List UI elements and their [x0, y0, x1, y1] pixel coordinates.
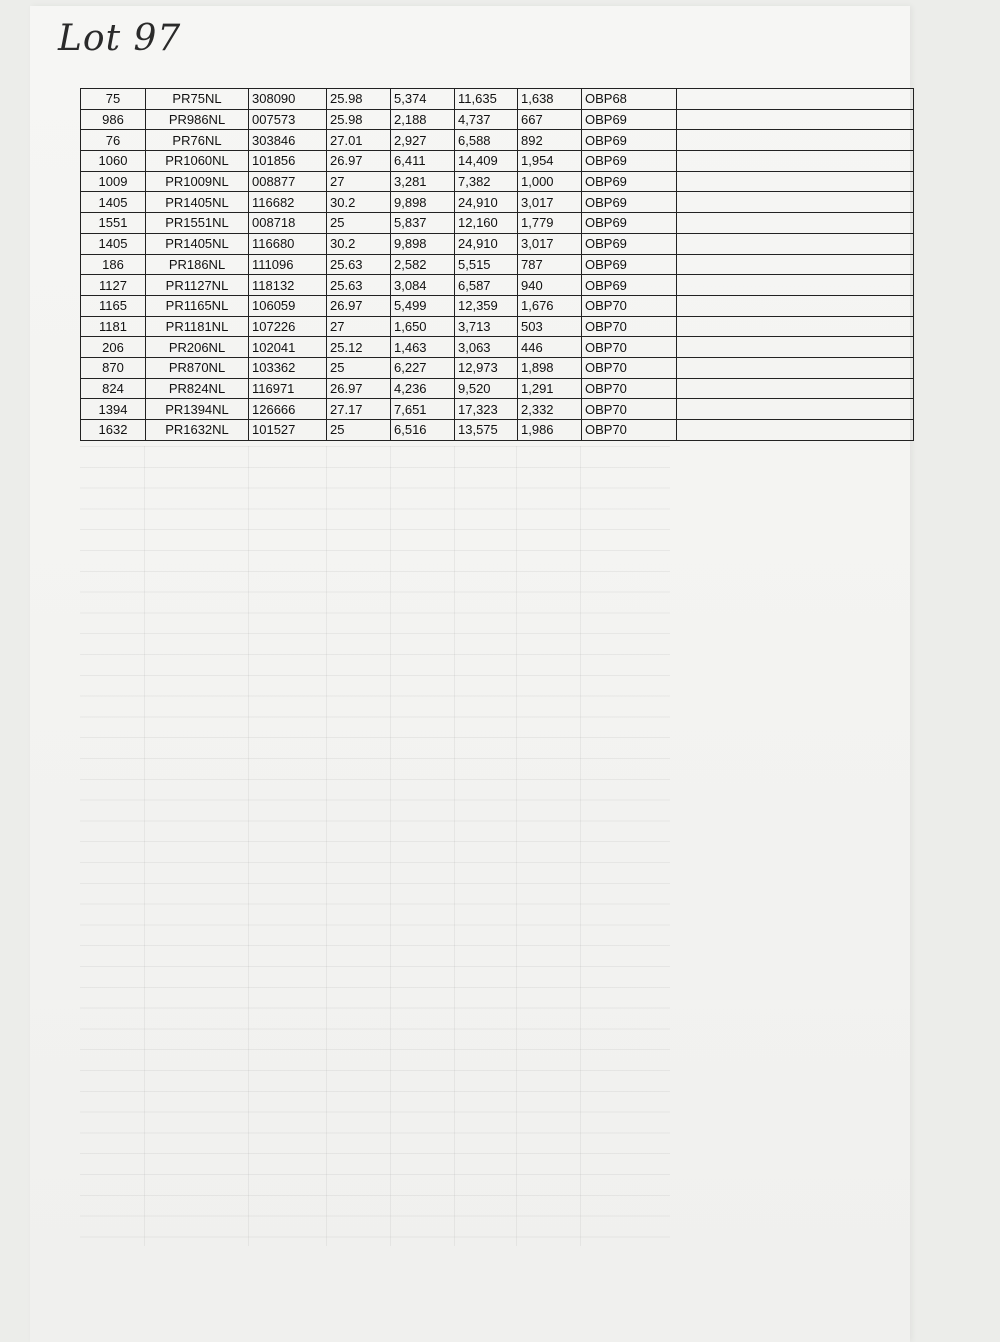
- batch-code-cell: OBP70: [582, 357, 677, 378]
- value-c-cell: 940: [518, 275, 582, 296]
- table-row: [81, 357, 914, 378]
- product-code-cell: PR76NL: [146, 130, 249, 151]
- batch-code-cell: OBP70: [582, 295, 677, 316]
- row-number-cell: 1405: [81, 192, 146, 213]
- serial-cell: 008877: [249, 171, 327, 192]
- show-through-table: [80, 446, 670, 1246]
- weight-cell: 25.63: [327, 254, 391, 275]
- batch-code-cell: OBP70: [582, 337, 677, 358]
- table-row: [81, 295, 914, 316]
- value-c-cell: 1,000: [518, 171, 582, 192]
- notes-cell: [677, 192, 914, 213]
- product-code-cell: PR186NL: [146, 254, 249, 275]
- value-b-cell: 11,635: [455, 89, 518, 110]
- value-a-cell: 1,650: [391, 316, 455, 337]
- serial-cell: 101856: [249, 151, 327, 172]
- table-row: [81, 89, 914, 110]
- table-row: [81, 151, 914, 172]
- notes-cell: [677, 399, 914, 420]
- value-c-cell: 1,954: [518, 151, 582, 172]
- weight-cell: 26.97: [327, 295, 391, 316]
- value-b-cell: 5,515: [455, 254, 518, 275]
- weight-cell: 25.98: [327, 89, 391, 110]
- notes-cell: [677, 89, 914, 110]
- value-a-cell: 6,227: [391, 357, 455, 378]
- value-c-cell: 787: [518, 254, 582, 275]
- table-row: [81, 337, 914, 358]
- weight-cell: 27.17: [327, 399, 391, 420]
- value-a-cell: 5,374: [391, 89, 455, 110]
- serial-cell: 126666: [249, 399, 327, 420]
- row-number-cell: 824: [81, 378, 146, 399]
- weight-cell: 25: [327, 357, 391, 378]
- product-code-cell: PR1405NL: [146, 192, 249, 213]
- row-number-cell: 1009: [81, 171, 146, 192]
- product-code-cell: PR206NL: [146, 337, 249, 358]
- notes-cell: [677, 337, 914, 358]
- table-row: [81, 420, 914, 441]
- table-row: [81, 275, 914, 296]
- value-b-cell: 12,160: [455, 213, 518, 234]
- batch-code-cell: OBP70: [582, 420, 677, 441]
- value-a-cell: 4,236: [391, 378, 455, 399]
- notes-cell: [677, 130, 914, 151]
- product-code-cell: PR75NL: [146, 89, 249, 110]
- serial-cell: 103362: [249, 357, 327, 378]
- weight-cell: 25.98: [327, 109, 391, 130]
- product-code-cell: PR1551NL: [146, 213, 249, 234]
- notes-cell: [677, 213, 914, 234]
- serial-cell: 102041: [249, 337, 327, 358]
- value-b-cell: 12,359: [455, 295, 518, 316]
- notes-cell: [677, 378, 914, 399]
- row-number-cell: 1394: [81, 399, 146, 420]
- row-number-cell: 1127: [81, 275, 146, 296]
- product-code-cell: PR1127NL: [146, 275, 249, 296]
- product-code-cell: PR1394NL: [146, 399, 249, 420]
- value-a-cell: 6,411: [391, 151, 455, 172]
- serial-cell: 107226: [249, 316, 327, 337]
- value-c-cell: 1,291: [518, 378, 582, 399]
- product-code-cell: PR1181NL: [146, 316, 249, 337]
- batch-code-cell: OBP70: [582, 378, 677, 399]
- product-code-cell: PR1165NL: [146, 295, 249, 316]
- row-number-cell: 75: [81, 89, 146, 110]
- batch-code-cell: OBP69: [582, 213, 677, 234]
- table-row: [81, 192, 914, 213]
- value-c-cell: 1,898: [518, 357, 582, 378]
- handwritten-lot-label: Lot 97: [58, 18, 182, 59]
- serial-cell: 106059: [249, 295, 327, 316]
- notes-cell: [677, 295, 914, 316]
- value-a-cell: 6,516: [391, 420, 455, 441]
- value-a-cell: 9,898: [391, 192, 455, 213]
- row-number-cell: 986: [81, 109, 146, 130]
- batch-code-cell: OBP68: [582, 89, 677, 110]
- row-number-cell: 76: [81, 130, 146, 151]
- serial-cell: 116971: [249, 378, 327, 399]
- value-b-cell: 6,587: [455, 275, 518, 296]
- value-c-cell: 446: [518, 337, 582, 358]
- value-a-cell: 2,582: [391, 254, 455, 275]
- notes-cell: [677, 420, 914, 441]
- serial-cell: 116682: [249, 192, 327, 213]
- value-b-cell: 14,409: [455, 151, 518, 172]
- serial-cell: 101527: [249, 420, 327, 441]
- value-b-cell: 13,575: [455, 420, 518, 441]
- value-c-cell: 3,017: [518, 192, 582, 213]
- notes-cell: [677, 151, 914, 172]
- notes-cell: [677, 171, 914, 192]
- table-row: [81, 171, 914, 192]
- value-b-cell: 7,382: [455, 171, 518, 192]
- value-c-cell: 2,332: [518, 399, 582, 420]
- value-b-cell: 24,910: [455, 192, 518, 213]
- value-a-cell: 7,651: [391, 399, 455, 420]
- notes-cell: [677, 254, 914, 275]
- batch-code-cell: OBP69: [582, 233, 677, 254]
- table-row: [81, 213, 914, 234]
- value-a-cell: 5,837: [391, 213, 455, 234]
- value-b-cell: 3,713: [455, 316, 518, 337]
- value-b-cell: 12,973: [455, 357, 518, 378]
- weight-cell: 25.12: [327, 337, 391, 358]
- batch-code-cell: OBP69: [582, 109, 677, 130]
- product-code-cell: PR1405NL: [146, 233, 249, 254]
- serial-cell: 303846: [249, 130, 327, 151]
- notes-cell: [677, 316, 914, 337]
- product-code-cell: PR1632NL: [146, 420, 249, 441]
- row-number-cell: 1551: [81, 213, 146, 234]
- row-number-cell: 206: [81, 337, 146, 358]
- row-number-cell: 1405: [81, 233, 146, 254]
- row-number-cell: 870: [81, 357, 146, 378]
- weight-cell: 25.63: [327, 275, 391, 296]
- serial-cell: 118132: [249, 275, 327, 296]
- table-row: [81, 316, 914, 337]
- serial-cell: 007573: [249, 109, 327, 130]
- value-a-cell: 5,499: [391, 295, 455, 316]
- serial-cell: 008718: [249, 213, 327, 234]
- batch-code-cell: OBP70: [582, 399, 677, 420]
- value-b-cell: 17,323: [455, 399, 518, 420]
- value-a-cell: 3,281: [391, 171, 455, 192]
- value-b-cell: 6,588: [455, 130, 518, 151]
- row-number-cell: 1060: [81, 151, 146, 172]
- serial-cell: 116680: [249, 233, 327, 254]
- table-row: [81, 109, 914, 130]
- value-c-cell: 3,017: [518, 233, 582, 254]
- notes-cell: [677, 275, 914, 296]
- product-code-cell: PR1009NL: [146, 171, 249, 192]
- value-c-cell: 892: [518, 130, 582, 151]
- table-row: [81, 233, 914, 254]
- value-c-cell: 667: [518, 109, 582, 130]
- notes-cell: [677, 233, 914, 254]
- row-number-cell: 1632: [81, 420, 146, 441]
- serial-cell: 308090: [249, 89, 327, 110]
- value-b-cell: 9,520: [455, 378, 518, 399]
- weight-cell: 25: [327, 213, 391, 234]
- row-number-cell: 186: [81, 254, 146, 275]
- product-code-cell: PR1060NL: [146, 151, 249, 172]
- batch-code-cell: OBP70: [582, 316, 677, 337]
- table-row: [81, 399, 914, 420]
- value-c-cell: 503: [518, 316, 582, 337]
- value-a-cell: 9,898: [391, 233, 455, 254]
- weight-cell: 25: [327, 420, 391, 441]
- table-row: [81, 254, 914, 275]
- batch-code-cell: OBP69: [582, 171, 677, 192]
- table-row: [81, 378, 914, 399]
- value-a-cell: 1,463: [391, 337, 455, 358]
- value-a-cell: 2,188: [391, 109, 455, 130]
- batch-code-cell: OBP69: [582, 254, 677, 275]
- value-b-cell: 3,063: [455, 337, 518, 358]
- weight-cell: 27: [327, 171, 391, 192]
- value-a-cell: 3,084: [391, 275, 455, 296]
- product-code-cell: PR986NL: [146, 109, 249, 130]
- row-number-cell: 1181: [81, 316, 146, 337]
- weight-cell: 27.01: [327, 130, 391, 151]
- weight-cell: 30.2: [327, 233, 391, 254]
- value-b-cell: 4,737: [455, 109, 518, 130]
- weight-cell: 26.97: [327, 151, 391, 172]
- product-code-cell: PR870NL: [146, 357, 249, 378]
- batch-code-cell: OBP69: [582, 275, 677, 296]
- batch-code-cell: OBP69: [582, 130, 677, 151]
- weight-cell: 26.97: [327, 378, 391, 399]
- weight-cell: 27: [327, 316, 391, 337]
- value-c-cell: 1,676: [518, 295, 582, 316]
- notes-cell: [677, 109, 914, 130]
- lot-table-body: [81, 89, 914, 441]
- product-code-cell: PR824NL: [146, 378, 249, 399]
- value-c-cell: 1,986: [518, 420, 582, 441]
- value-c-cell: 1,779: [518, 213, 582, 234]
- weight-cell: 30.2: [327, 192, 391, 213]
- serial-cell: 111096: [249, 254, 327, 275]
- value-a-cell: 2,927: [391, 130, 455, 151]
- value-b-cell: 24,910: [455, 233, 518, 254]
- notes-cell: [677, 357, 914, 378]
- batch-code-cell: OBP69: [582, 192, 677, 213]
- value-c-cell: 1,638: [518, 89, 582, 110]
- table-row: [81, 130, 914, 151]
- batch-code-cell: OBP69: [582, 151, 677, 172]
- row-number-cell: 1165: [81, 295, 146, 316]
- lot-table: [80, 88, 914, 441]
